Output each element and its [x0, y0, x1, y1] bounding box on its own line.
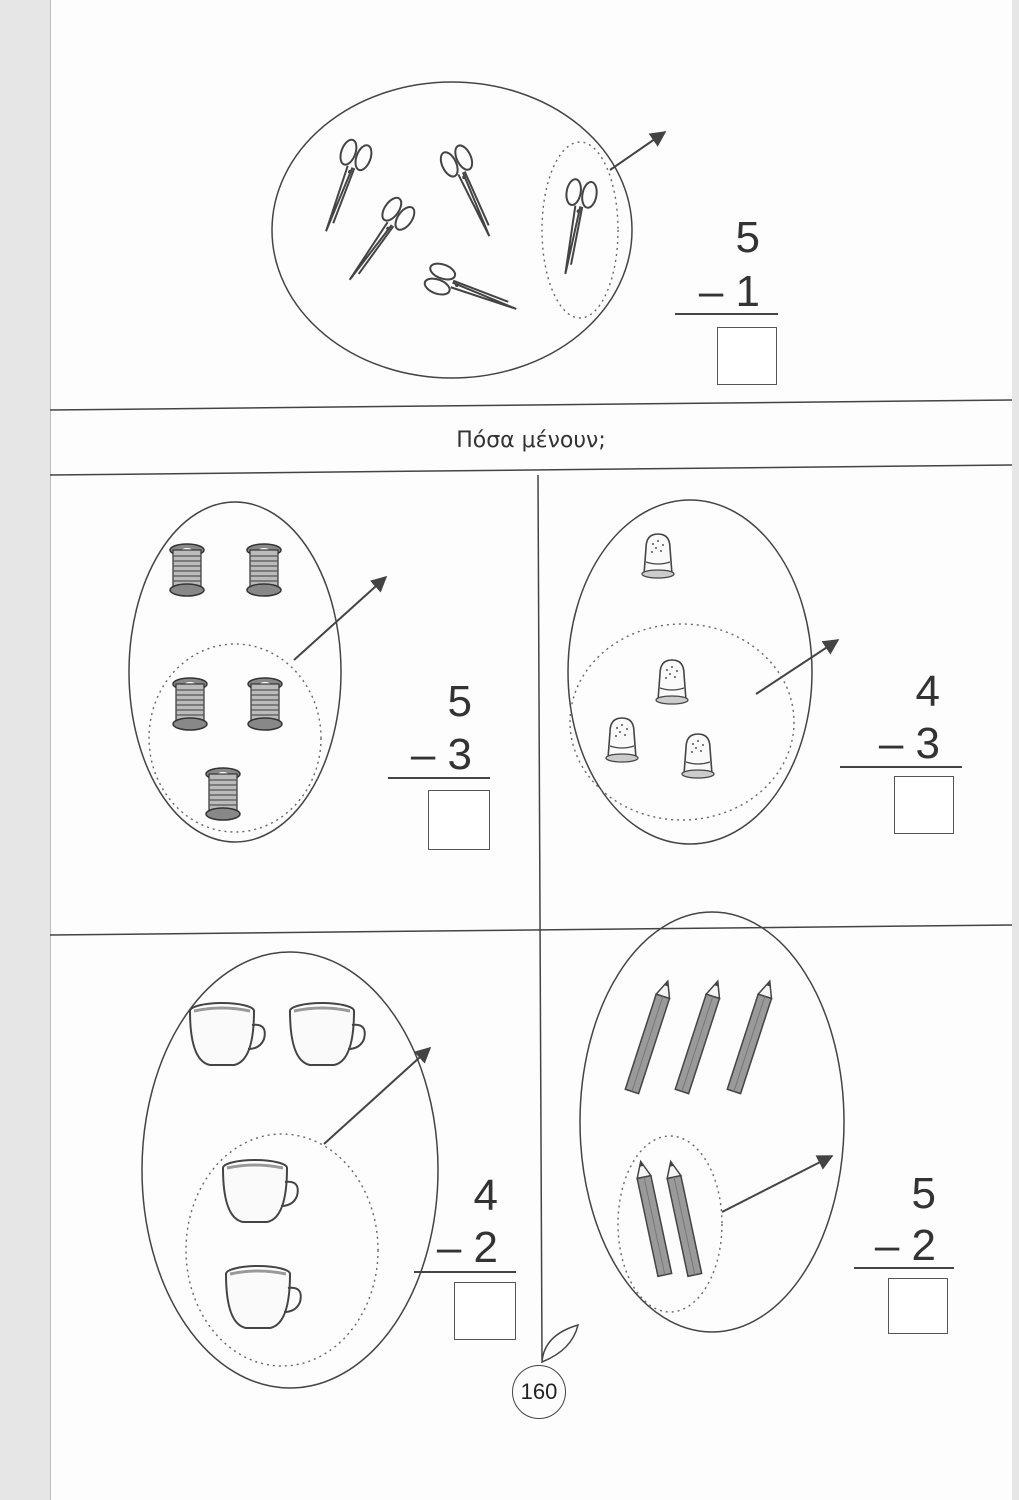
- divider-middle: [50, 925, 1012, 935]
- thimble-icon: [642, 534, 674, 578]
- leaf-ornament: [542, 1325, 578, 1362]
- minuend: 5: [911, 1169, 936, 1218]
- group-oval: [568, 500, 812, 844]
- removed-group-oval: [542, 142, 618, 318]
- thimble-icon: [656, 660, 688, 704]
- cup-icon: [190, 1003, 265, 1065]
- spool-icon: [170, 544, 204, 596]
- pencil-icon: [727, 979, 776, 1094]
- arrow-icon: [722, 1156, 832, 1212]
- spool-icon: [206, 768, 240, 820]
- pencil-icon: [625, 979, 674, 1094]
- arrow-icon: [610, 132, 665, 170]
- worksheet-page: [50, 0, 1012, 1500]
- arrow-icon: [756, 640, 838, 694]
- divider-top: [50, 400, 1012, 410]
- thimble-icon: [606, 718, 638, 762]
- subtrahend: – 3: [878, 719, 940, 768]
- minuend: 5: [735, 213, 760, 262]
- divider-vertical: [538, 475, 542, 1360]
- instruction-title: Πόσα μένουν;: [456, 428, 606, 453]
- group-oval: [580, 912, 844, 1332]
- subtrahend: – 3: [410, 730, 472, 779]
- answer-box[interactable]: [454, 1282, 516, 1340]
- thimble-icon: [682, 734, 714, 778]
- subtrahend: – 2: [436, 1223, 498, 1272]
- scissors-icon: [553, 178, 599, 277]
- answer-box[interactable]: [894, 776, 954, 834]
- minuend: 4: [473, 1171, 498, 1220]
- spool-icon: [247, 544, 281, 596]
- answer-box[interactable]: [428, 790, 490, 850]
- pencil-icon: [634, 1160, 672, 1276]
- answer-box[interactable]: [717, 327, 777, 385]
- scissors-icon: [314, 138, 375, 238]
- scissors-icon: [423, 261, 523, 322]
- answer-box[interactable]: [888, 1278, 948, 1334]
- subtrahend: – 2: [874, 1221, 936, 1270]
- scissors-icon: [437, 143, 504, 242]
- page-number: 160: [512, 1365, 566, 1419]
- spool-icon: [173, 678, 207, 730]
- cup-icon: [290, 1003, 365, 1065]
- cup-icon: [226, 1266, 301, 1328]
- spool-icon: [248, 678, 282, 730]
- subtrahend: – 1: [698, 267, 760, 316]
- removed-group-oval: [570, 624, 794, 820]
- minuend: 4: [915, 667, 940, 716]
- scissors-icon: [339, 195, 418, 290]
- pencil-icon: [675, 979, 724, 1094]
- cup-icon: [223, 1160, 298, 1222]
- divider-title: [50, 465, 1012, 475]
- minuend: 5: [447, 677, 472, 726]
- pencil-icon: [664, 1160, 702, 1276]
